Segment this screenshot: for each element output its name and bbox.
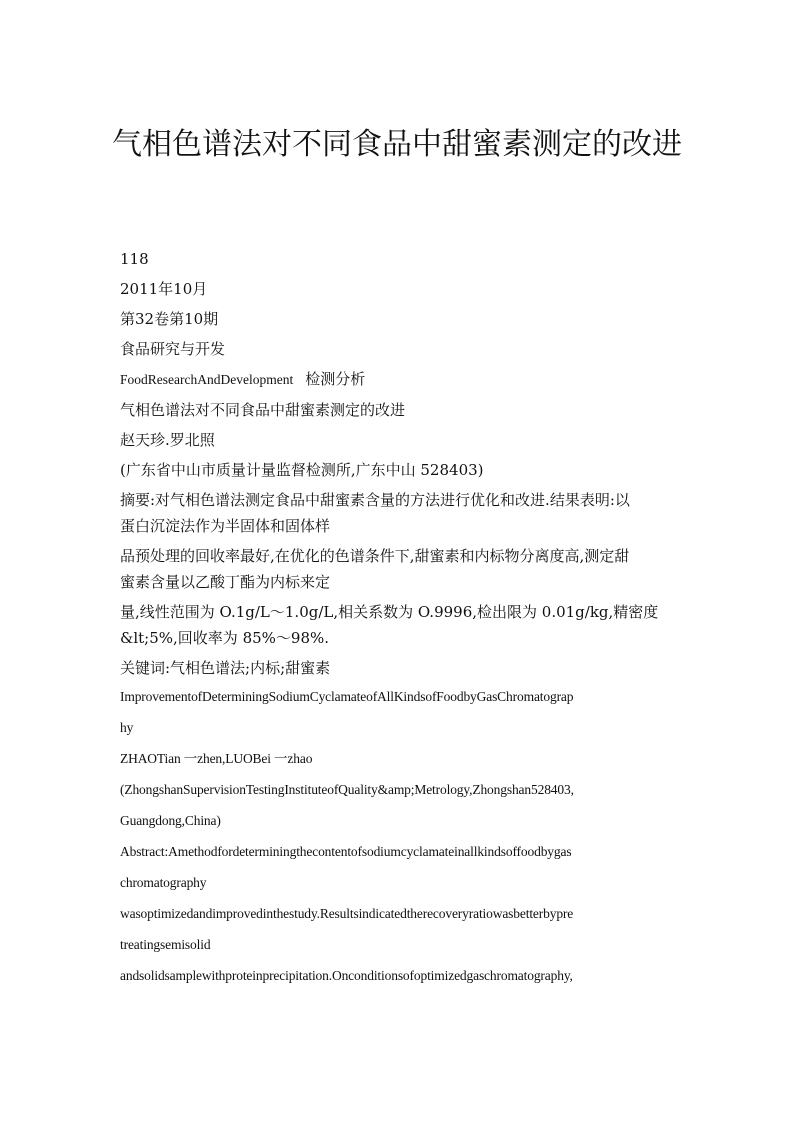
affiliation-en: (ZhongshanSupervisionTestingInstituteofQuality&amp;Metrology,Zhongshan528403,	[120, 782, 574, 797]
affiliation-en: Guangdong,China)	[120, 813, 221, 828]
volume-issue: 第32卷第10期	[120, 310, 219, 328]
article-title-cn: 气相色谱法对不同食品中甜蜜素测定的改进	[120, 401, 406, 419]
abstract-cn-line: 摘要:对气相色谱法测定食品中甜蜜素含量的方法进行优化和改进.结果表明:以	[120, 491, 630, 509]
journal-header-en	[120, 366, 676, 393]
abstract-en-line: treatingsemisolid	[120, 937, 211, 952]
abstract-cn-line: 蜜素含量以乙酸丁酯为内标来定	[120, 573, 331, 591]
article-title-en: hy	[120, 720, 134, 735]
journal-name-cn: 食品研究与开发	[120, 340, 226, 358]
abstract-cn-line: 蛋白沉淀法作为半固体和固体样	[120, 517, 331, 535]
page-number: 118	[120, 250, 149, 268]
abstract-en-line: andsolidsamplewithproteinprecipitation.Onconditionsofoptimizedgaschromatography,	[120, 968, 573, 983]
document-title: 气相色谱法对不同食品中甜蜜素测定的改进	[112, 127, 682, 162]
abstract-cn-line: &lt;5%,回收率为 85%～98%.	[120, 629, 330, 647]
affiliation-cn: (广东省中山市质量计量监督检测所,广东中山 528403)	[120, 461, 484, 479]
keywords-cn: 关键词:气相色谱法;内标;甜蜜素	[120, 659, 331, 677]
abstract-cn-line: 量,线性范围为 O.1g/L～1.0g/L,相关系数为 O.9996,检出限为 0.01g/kg,精密度	[120, 603, 659, 621]
abstract-en-line: chromatography	[120, 875, 207, 890]
journal-name-en: FoodResearchAndDevelopment	[120, 372, 294, 387]
document-body	[120, 246, 676, 991]
abstract-en-line: wasoptimizedandimprovedinthestudy.Resultsindicatedtherecoveryratiowasbetterbypre	[120, 906, 574, 921]
authors-en: ZHAOTian 一zhen,LUOBei 一zhao	[120, 751, 313, 766]
abstract-cn-line: 品预处理的回收率最好,在优化的色谱条件下,甜蜜素和内标物分离度高,测定甜	[120, 547, 630, 565]
issue-date: 2011年10月	[120, 280, 208, 298]
abstract-en-line: Abstract:Amethodfordeterminingthecontentofsodiumcyclamateinallkindsoffoodbygas	[120, 844, 572, 859]
section-name: 检测分析	[305, 370, 366, 388]
authors-cn: 赵天珍.罗北照	[120, 431, 215, 449]
article-title-en: ImprovementofDeterminingSodiumCyclamateofAllKindsofFoodbyGasChromatograp	[120, 689, 574, 704]
